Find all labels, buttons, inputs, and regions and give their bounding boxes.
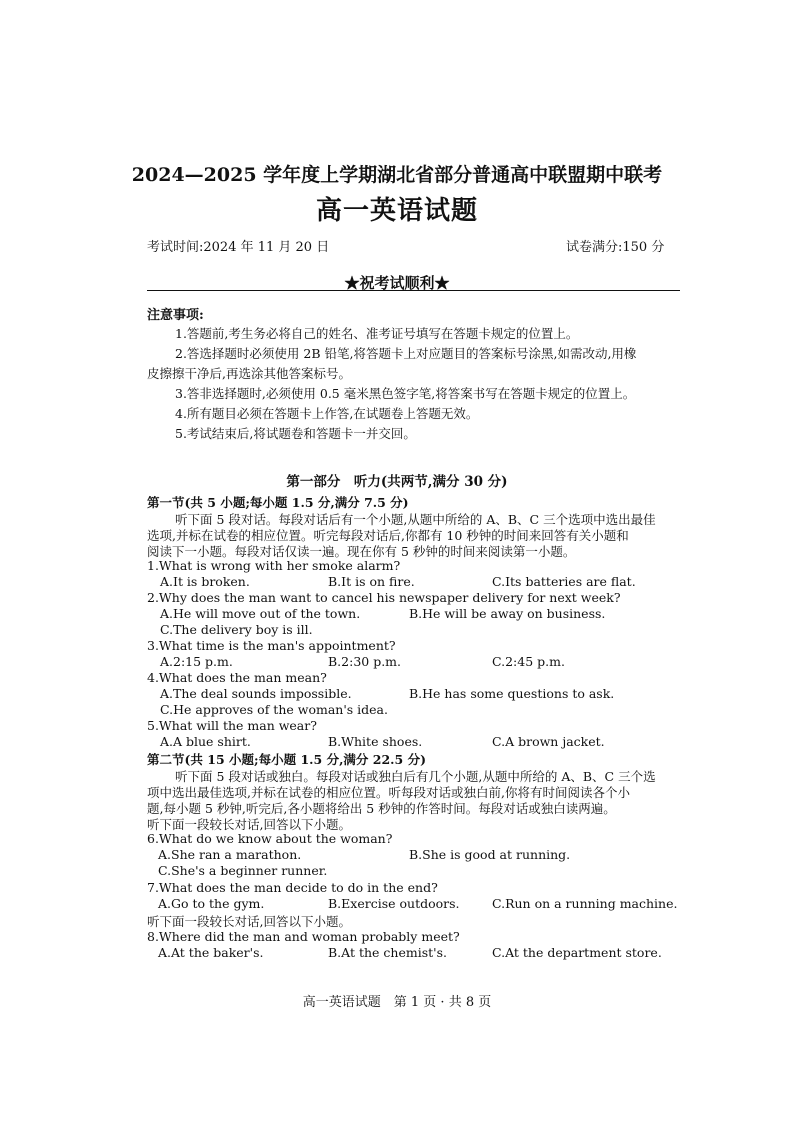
option-c: C.Run on a running machine. (492, 896, 678, 911)
option-c: C.2:45 p.m. (492, 654, 565, 669)
option-a: A.The deal sounds impossible. (160, 686, 352, 701)
option-b: B.2:30 p.m. (328, 654, 402, 669)
note-item: 1.答题前,考生务必将自己的姓名、准考证号填写在答题卡规定的位置上。 (175, 326, 579, 341)
option-b: B.She is good at running. (409, 847, 571, 862)
question-stem: 6.What do we know about the woman? (147, 831, 393, 846)
question-stem: 4.What does the man mean? (147, 670, 327, 685)
note-item: 2.答选择题时必须使用 2B 铅笔,将答题卡上对应题目的答案标号涂黑,如需改动,用橡 (175, 346, 637, 361)
note-item: 4.所有题目必须在答题卡上作答,在试题卷上答题无效。 (175, 406, 479, 421)
section-one-title: 第一节(共 5 小题;每小题 1.5 分,满分 7.5 分) (147, 495, 409, 510)
good-luck-banner: ★祝考试顺利★ (344, 274, 450, 292)
option-a: A.He will move out of the town. (160, 606, 361, 621)
note-item: 5.考试结束后,将试题卷和答题卡一并交回。 (175, 426, 416, 441)
note-item: 皮擦擦干净后,再选涂其他答案标号。 (147, 366, 351, 381)
option-a: A.At the baker's. (158, 945, 264, 960)
listen-instruction: 听下面一段较长对话,回答以下小题。 (147, 914, 351, 929)
section-one-instructions: 阅读下一小题。每段对话仅读一遍。现在你有 5 秒钟的时间来阅读第一小题。 (147, 544, 576, 559)
section-two-instructions: 听下面 5 段对话或独白。每段对话或独白后有几个小题,从题中所给的 A、B、C 三个选 (175, 769, 656, 784)
exam-title: 2024—2025 学年度上学期湖北省部分普通高中联盟期中联考 (131, 164, 663, 186)
exam-time: 考试时间:2024 年 11 月 20 日 (147, 240, 330, 255)
option-b: B.He will be away on business. (409, 606, 606, 621)
subject-title: 高一英语试题 (315, 196, 478, 226)
part-one-title: 第一部分 听力(共两节,满分 30 分) (286, 474, 508, 490)
question-stem: 1.What is wrong with her smoke alarm? (147, 558, 401, 573)
option-b: B.Exercise outdoors. (328, 896, 460, 911)
question-stem: 5.What will the man wear? (147, 718, 317, 733)
option-c: C.He approves of the woman's idea. (160, 702, 388, 717)
option-c: C.At the department store. (492, 945, 662, 960)
option-c: C.Its batteries are flat. (492, 574, 636, 589)
option-a: A.Go to the gym. (158, 896, 265, 911)
question-stem: 8.Where did the man and woman probably meet? (147, 929, 460, 944)
question-stem: 2.Why does the man want to cancel his newspaper delivery for next week? (147, 590, 621, 605)
section-two-instructions: 项中选出最佳选项,并标在试卷的相应位置。听每段对话或独白前,你将有时间阅读各个小 (147, 785, 630, 800)
option-a: A.It is broken. (160, 574, 250, 589)
option-a: A.2:15 p.m. (160, 654, 233, 669)
question-stem: 7.What does the man decide to do in the end? (147, 880, 438, 895)
section-two-instructions: 题,每小题 5 秒钟,听完后,各小题将给出 5 秒钟的作答时间。每段对话或独白读两遍。 (147, 801, 616, 816)
option-a: A.A blue shirt. (160, 734, 251, 749)
listen-instruction: 听下面一段较长对话,回答以下小题。 (147, 817, 351, 832)
section-two-title: 第二节(共 15 小题;每小题 1.5 分,满分 22.5 分) (147, 752, 426, 767)
question-stem: 3.What time is the man's appointment? (147, 638, 396, 653)
option-b: B.White shoes. (328, 734, 423, 749)
option-c: C.A brown jacket. (492, 734, 605, 749)
section-one-instructions: 选项,并标在试卷的相应位置。听完每段对话后,你都有 10 秒钟的时间来回答有关小题和 (147, 528, 629, 543)
option-b: B.At the chemist's. (328, 945, 447, 960)
option-a: A.She ran a marathon. (158, 847, 302, 862)
full-score: 试卷满分:150 分 (566, 240, 665, 255)
notes-title: 注意事项: (147, 308, 204, 323)
section-one-instructions: 听下面 5 段对话。每段对话后有一个小题,从题中所给的 A、B、C 三个选项中选出最佳 (175, 512, 656, 527)
header-divider (147, 290, 680, 291)
option-b: B.It is on fire. (328, 574, 415, 589)
option-c: C.She's a beginner runner. (158, 863, 328, 878)
option-b: B.He has some questions to ask. (409, 686, 615, 701)
option-c: C.The delivery boy is ill. (160, 622, 313, 637)
note-item: 3.答非选择题时,必须使用 0.5 毫米黑色签字笔,将答案书写在答题卡规定的位置上。 (175, 386, 636, 401)
page-footer: 高一英语试题 第 1 页 · 共 8 页 (302, 995, 492, 1010)
